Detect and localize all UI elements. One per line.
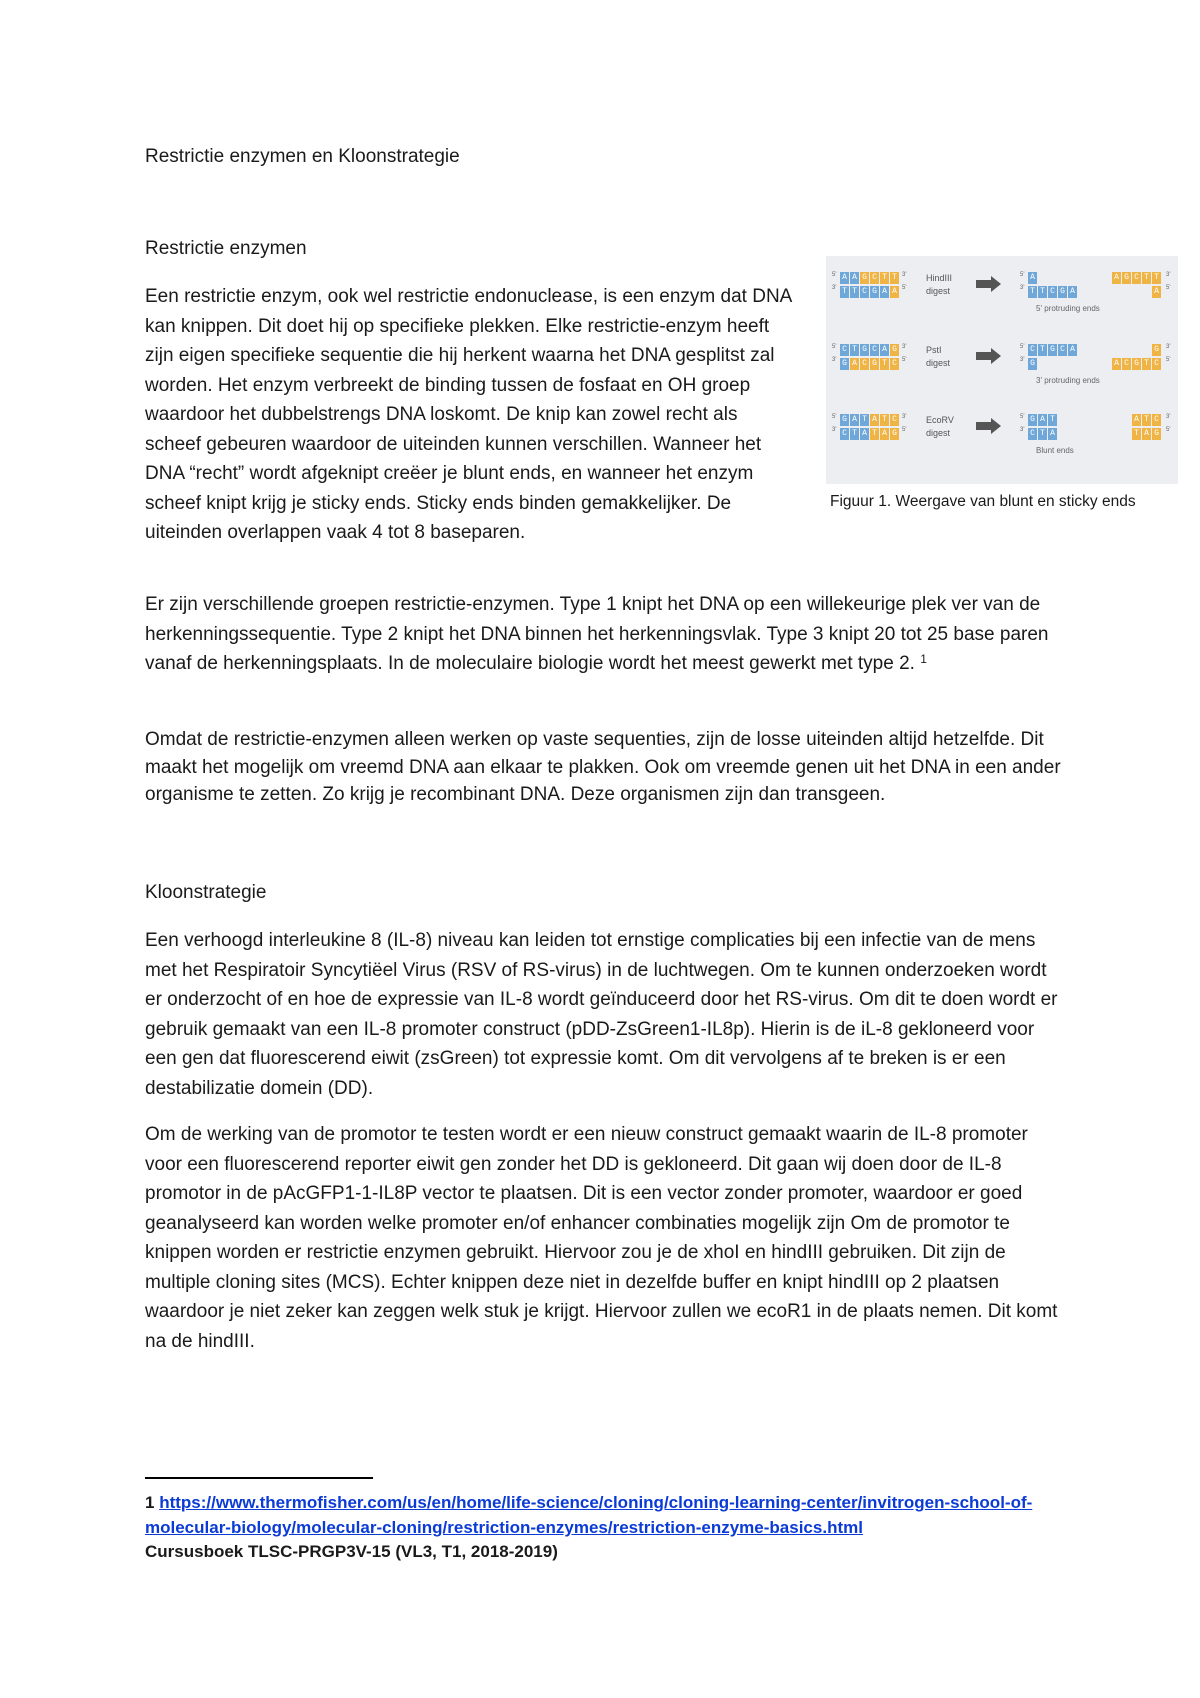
sequence-bottom (840, 358, 899, 370)
ends-type-label: Blunt ends (1036, 446, 1074, 455)
footnote (145, 1490, 1075, 1540)
nucleotide: C (860, 286, 869, 298)
sequence-top (840, 272, 899, 284)
strand-end-label: 3' (1020, 285, 1025, 291)
nucleotide: T (850, 286, 859, 298)
nucleotide: C (890, 358, 899, 370)
sequence-top (840, 344, 899, 356)
strand-end-label: 5' (1166, 357, 1171, 363)
nucleotide: T (880, 414, 889, 426)
nucleotide: C (1152, 358, 1161, 370)
nucleotide: G (1152, 428, 1161, 440)
nucleotide: T (1142, 272, 1151, 284)
section-heading-kloonstrategie: Kloonstrategie (145, 882, 267, 903)
nucleotide: A (890, 286, 899, 298)
strand-end-label: 5' (1020, 272, 1025, 278)
nucleotide: A (850, 358, 859, 370)
strand-end-label: 3' (1020, 427, 1025, 433)
nucleotide: A (1068, 344, 1077, 356)
fragment-right-top (1112, 272, 1161, 284)
nucleotide: A (1068, 286, 1077, 298)
nucleotide: A (880, 344, 889, 356)
strand-end-label: 5' (902, 285, 907, 291)
nucleotide: C (890, 414, 899, 426)
paragraph-enzyme-types (145, 590, 1065, 679)
figure-row (826, 344, 1178, 404)
strand-end-label: 5' (1020, 344, 1025, 350)
fragment-left-bottom (1028, 358, 1037, 370)
nucleotide: C (840, 344, 849, 356)
nucleotide: G (840, 358, 849, 370)
nucleotide: C (1058, 344, 1067, 356)
fragment-right-bottom (1152, 286, 1161, 298)
nucleotide: G (1028, 358, 1037, 370)
digest-label: digest (926, 358, 951, 368)
nucleotide: A (1048, 428, 1057, 440)
nucleotide: T (880, 272, 889, 284)
nucleotide: A (850, 272, 859, 284)
fragment-left-bottom (1028, 286, 1077, 298)
enzyme-label (926, 344, 950, 370)
nucleotide: T (1132, 428, 1141, 440)
nucleotide: A (860, 428, 869, 440)
fragment-right-top (1152, 344, 1161, 356)
nucleotide: G (860, 272, 869, 284)
nucleotide: A (850, 414, 859, 426)
strand-end-label: 3' (1020, 357, 1025, 363)
strand-end-label: 3' (1166, 414, 1171, 420)
nucleotide: G (840, 414, 849, 426)
strand-end-label: 5' (1166, 427, 1171, 433)
strand-end-label: 5' (832, 272, 837, 278)
nucleotide: C (870, 344, 879, 356)
strand-end-label: 3' (832, 357, 837, 363)
paragraph-il8: Een verhoogd interleukine 8 (IL-8) niveau kan leiden tot ernstige complicaties bij een infectie van de mens met het Respiratoir Syncytiëel Virus (RSV of RS-virus) in de luchtwegen. Om te kunnen onderzoeken wordt er onderzocht of en hoe de expressie van IL-8 wordt geïnduceerd door het RS-virus. Om dit te doen wordt er gebruik gemaakt van een IL-8 promoter construct (pDD-ZsGreen1-IL8p). Hierin is de iL-8 gekloneerd voor een gen dat fluorescerend eiwit (zsGreen) tot expressie komt. Om dit vervolgens af te breken is er een destabilizatie domein (DD). (145, 930, 1058, 1099)
figure-row (826, 272, 1178, 332)
nucleotide: A (1132, 414, 1141, 426)
nucleotide: C (840, 428, 849, 440)
nucleotide: C (1028, 344, 1037, 356)
nucleotide: G (1132, 358, 1141, 370)
enzyme-name: HindIII (926, 273, 953, 283)
section-heading-restrictie: Restrictie enzymen (145, 238, 307, 259)
nucleotide: T (850, 428, 859, 440)
nucleotide: T (1048, 414, 1057, 426)
nucleotide: T (1142, 358, 1151, 370)
restriction-figure (826, 256, 1178, 484)
digest-label: digest (926, 286, 951, 296)
nucleotide: C (1152, 414, 1161, 426)
nucleotide: G (1028, 414, 1037, 426)
arrow-right-icon (976, 422, 992, 430)
nucleotide: G (870, 358, 879, 370)
nucleotide: G (1152, 344, 1161, 356)
nucleotide: A (880, 428, 889, 440)
strand-end-label: 3' (1166, 344, 1171, 350)
fragment-left-top (1028, 272, 1037, 284)
nucleotide: G (1048, 344, 1057, 356)
nucleotide: T (1142, 414, 1151, 426)
arrow-right-icon (976, 352, 992, 360)
nucleotide: C (1048, 286, 1057, 298)
strand-end-label: 3' (832, 427, 837, 433)
nucleotide: A (1112, 272, 1121, 284)
document-title: Restrictie enzymen en Kloonstrategie (145, 146, 460, 167)
nucleotide: C (870, 272, 879, 284)
strand-end-label: 5' (902, 357, 907, 363)
fragment-right-bottom (1112, 358, 1161, 370)
enzyme-name: EcoRV (926, 415, 954, 425)
nucleotide: T (840, 286, 849, 298)
footnote-number: 1 (145, 1493, 155, 1512)
nucleotide: T (1038, 344, 1047, 356)
nucleotide: A (1038, 414, 1047, 426)
strand-end-label: 3' (902, 414, 907, 420)
enzyme-name: PstI (926, 345, 942, 355)
sequence-bottom (840, 286, 899, 298)
nucleotide: C (1132, 272, 1141, 284)
fragment-left-top (1028, 414, 1057, 426)
fragment-left-top (1028, 344, 1077, 356)
figure-caption: Figuur 1. Weergave van blunt en sticky ends (830, 493, 1136, 510)
sequence-top (840, 414, 899, 426)
nucleotide: G (870, 286, 879, 298)
nucleotide: A (1112, 358, 1121, 370)
nucleotide: T (880, 358, 889, 370)
nucleotide: C (1028, 428, 1037, 440)
paragraph-recombinant: Omdat de restrictie-enzymen alleen werken op vaste sequenties, zijn de losse uiteinden altijd hetzelfde. Dit maakt het mogelijk om vreemd DNA aan elkaar te plakken. Ook om vreemde genen uit het DNA in een ander organisme te zetten. Zo krijg je recombinant DNA. Deze organismen zijn dan transgeen. (145, 729, 1061, 805)
arrow-right-icon (976, 280, 992, 288)
fragment-right-top (1132, 414, 1161, 426)
footnote-reference[interactable]: 1 (920, 652, 927, 666)
nucleotide: G (860, 344, 869, 356)
nucleotide: G (1122, 272, 1131, 284)
nucleotide: T (870, 428, 879, 440)
nucleotide: A (840, 272, 849, 284)
nucleotide: A (870, 414, 879, 426)
paragraph-promotor: Om de werking van de promotor te testen wordt er een nieuw construct gemaakt waarin de IL-8 promoter voor een fluorescerend reporter eiwit gen zonder het DD is gekloneerd. Dit gaan wij doen door de IL-8 promotor in de pAcGFP1-1-IL8P vector te plaatsen. Dit is een vector zonder promoter, waardoor er goed geanalyseerd kan worden welke promoter en/of enhancer combinaties mogelijk zijn Om de promotor te knippen worden er restrictie enzymen gebruikt. Hiervoor zou je de xhoI en hindIII gebruiken. Dit zijn de multiple cloning sites (MCS). Echter knippen deze niet in dezelfde buffer en knipt hindIII op 2 plaatsen waardoor je niet zeker kan zeggen welk stuk je krijgt. Hiervoor zullen we ecoR1 in de plaats nemen. Dit komt na de hindIII. (145, 1124, 1058, 1352)
nucleotide: A (880, 286, 889, 298)
nucleotide: A (1028, 272, 1037, 284)
strand-end-label: 3' (902, 272, 907, 278)
strand-end-label: 5' (1020, 414, 1025, 420)
strand-end-label: 5' (1166, 285, 1171, 291)
nucleotide: T (1028, 286, 1037, 298)
fragment-right-bottom (1132, 428, 1161, 440)
nucleotide: T (1038, 286, 1047, 298)
nucleotide: A (1142, 428, 1151, 440)
nucleotide: T (1152, 272, 1161, 284)
nucleotide: T (850, 344, 859, 356)
paragraph-restrictie-intro: Een restrictie enzym, ook wel restrictie endonuclease, is een enzym dat DNA kan knippen. Dit doet hij op specifieke plekken. Elke restrictie-enzym heeft zijn eigen specifieke sequentie die hij herkent waarna het DNA gesplitst zal worden. Het enzym verbreekt de binding tussen de fosfaat en OH groep waardoor het dubbelstrengs DNA loskomt. De knip kan zowel recht als scheef gebeuren waardoor de uiteinden kunnen verschillen. Wanneer het DNA “recht” wordt afgeknipt creëer je blunt ends, en wanneer het enzym scheef knipt krijg je sticky ends. Sticky ends binden gemakkelijker. De uiteinden overlappen vaak 4 tot 8 baseparen. (145, 286, 792, 543)
sequence-bottom (840, 428, 899, 440)
paragraph-enzyme-types-text: Er zijn verschillende groepen restrictie-enzymen. Type 1 knipt het DNA op een willekeurige plek ver van de herkenningssequentie. Type 2 knipt het DNA binnen het herkenningsvlak. Type 3 knipt 20 tot 25 base paren vanaf de herkenningsplaats. In de moleculaire biologie wordt het meest gewerkt met type 2. (145, 594, 1049, 674)
nucleotide: T (1038, 428, 1047, 440)
strand-end-label: 5' (832, 414, 837, 420)
ends-type-label: 3' protruding ends (1036, 376, 1100, 385)
footnote-separator (145, 1477, 373, 1479)
figure-row (826, 414, 1178, 474)
enzyme-label (926, 272, 952, 298)
nucleotide: T (890, 272, 899, 284)
nucleotide: T (860, 414, 869, 426)
strand-end-label: 3' (1166, 272, 1171, 278)
nucleotide: G (890, 428, 899, 440)
enzyme-label (926, 414, 954, 440)
nucleotide: G (890, 344, 899, 356)
nucleotide: G (1058, 286, 1067, 298)
ends-type-label: 5' protruding ends (1036, 304, 1100, 313)
strand-end-label: 3' (832, 285, 837, 291)
fragment-left-bottom (1028, 428, 1057, 440)
strand-end-label: 5' (832, 344, 837, 350)
strand-end-label: 5' (902, 427, 907, 433)
digest-label: digest (926, 428, 951, 438)
course-reference: Cursusboek TLSC-PRGP3V-15 (VL3, T1, 2018-2019) (145, 1542, 558, 1561)
nucleotide: A (1152, 286, 1161, 298)
nucleotide: C (860, 358, 869, 370)
nucleotide: C (1122, 358, 1131, 370)
strand-end-label: 3' (902, 344, 907, 350)
footnote-link[interactable]: https://www.thermofisher.com/us/en/home/life-science/cloning/cloning-learning-center/invitrogen-school-of-molecular-biology/molecular-cloning/restriction-enzymes/restriction-enzyme-basics.html (145, 1493, 1033, 1537)
